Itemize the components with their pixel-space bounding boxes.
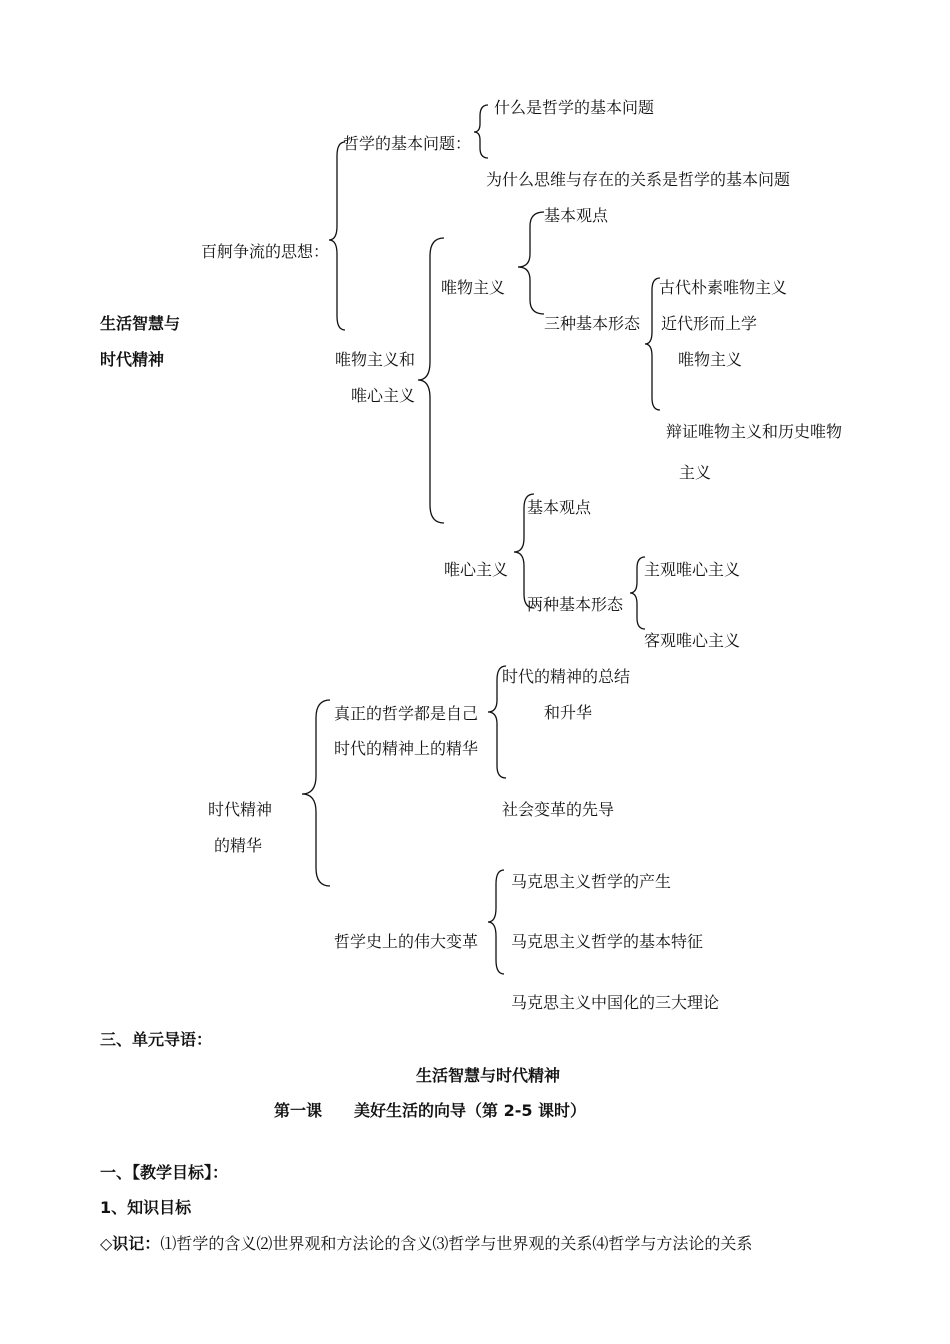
idealism-item: 两种基本形态 [527, 595, 624, 614]
idealism-form: 客观唯心主义 [644, 631, 741, 650]
branch1-item: 时代的精神的总结 [502, 667, 631, 686]
branch1-line-1: 真正的哲学都是自己 [334, 704, 479, 723]
knowledge-heading: 1、知识目标 [100, 1198, 192, 1217]
branch1-item: 社会变革的先导 [502, 800, 615, 819]
branch2-item: 马克思主义中国化的三大理论 [511, 993, 720, 1012]
era-root-line-2: 的精华 [214, 836, 263, 855]
wuwei-line-2: 唯心主义 [351, 386, 416, 405]
idealism-label: 唯心主义 [444, 560, 509, 579]
brace-mat-forms [645, 278, 660, 410]
baijia-label: 百舸争流的思想： [201, 242, 330, 261]
branch2-item: 马克思主义哲学的基本特征 [511, 932, 704, 951]
recall-line [100, 1234, 752, 1254]
branch1-line-2: 时代的精神上的精华 [334, 739, 479, 758]
era-root-line-1: 时代精神 [208, 800, 273, 819]
brace-ide-forms [630, 557, 645, 629]
materialism-form: 辩证唯物主义和历史唯物 [666, 422, 843, 441]
recall-label: ◇识记： [100, 1234, 161, 1253]
idealism-form: 主观唯心主义 [644, 560, 741, 579]
materialism-form: 唯物主义 [678, 350, 743, 369]
branch2-label: 哲学史上的伟大变革 [334, 932, 479, 951]
basic-question-label: 哲学的基本问题： [343, 134, 472, 153]
materialism-form: 主义 [679, 463, 712, 482]
idealism-item: 基本观点 [527, 498, 592, 517]
objectives-heading: 一、【教学目标】： [100, 1163, 229, 1182]
materialism-label: 唯物主义 [441, 278, 506, 297]
materialism-item: 基本观点 [544, 206, 609, 225]
unit-title: 生活智慧与时代精神 [416, 1066, 561, 1085]
branch1-item: 和升华 [544, 703, 593, 722]
basic-question-item: 什么是哲学的基本问题 [494, 98, 655, 117]
root-line-1: 生活智慧与 [100, 314, 181, 333]
brace-branch2 [488, 870, 504, 974]
materialism-form: 古代朴素唯物主义 [659, 278, 788, 297]
wuwei-line-1: 唯物主义和 [335, 350, 416, 369]
recall-text: ⑴哲学的含义⑵世界观和方法论的含义⑶哲学与世界观的关系⑷哲学与方法论的关系 [160, 1234, 753, 1253]
section3-heading: 三、单元导语： [100, 1030, 213, 1049]
brace-era-spirit [302, 700, 330, 886]
brace-materialism [518, 212, 544, 314]
lesson-title: 第一课 美好生活的向导（第 2-5 课时） [274, 1101, 587, 1120]
brace-basic-question [474, 105, 488, 158]
basic-question-item: 为什么思维与存在的关系是哲学的基本问题 [486, 170, 791, 189]
branch2-item: 马克思主义哲学的产生 [511, 872, 672, 891]
materialism-form: 近代形而上学 [661, 314, 758, 333]
brace-baijia [329, 142, 345, 330]
materialism-item: 三种基本形态 [544, 314, 641, 333]
root-line-2: 时代精神 [100, 350, 165, 369]
